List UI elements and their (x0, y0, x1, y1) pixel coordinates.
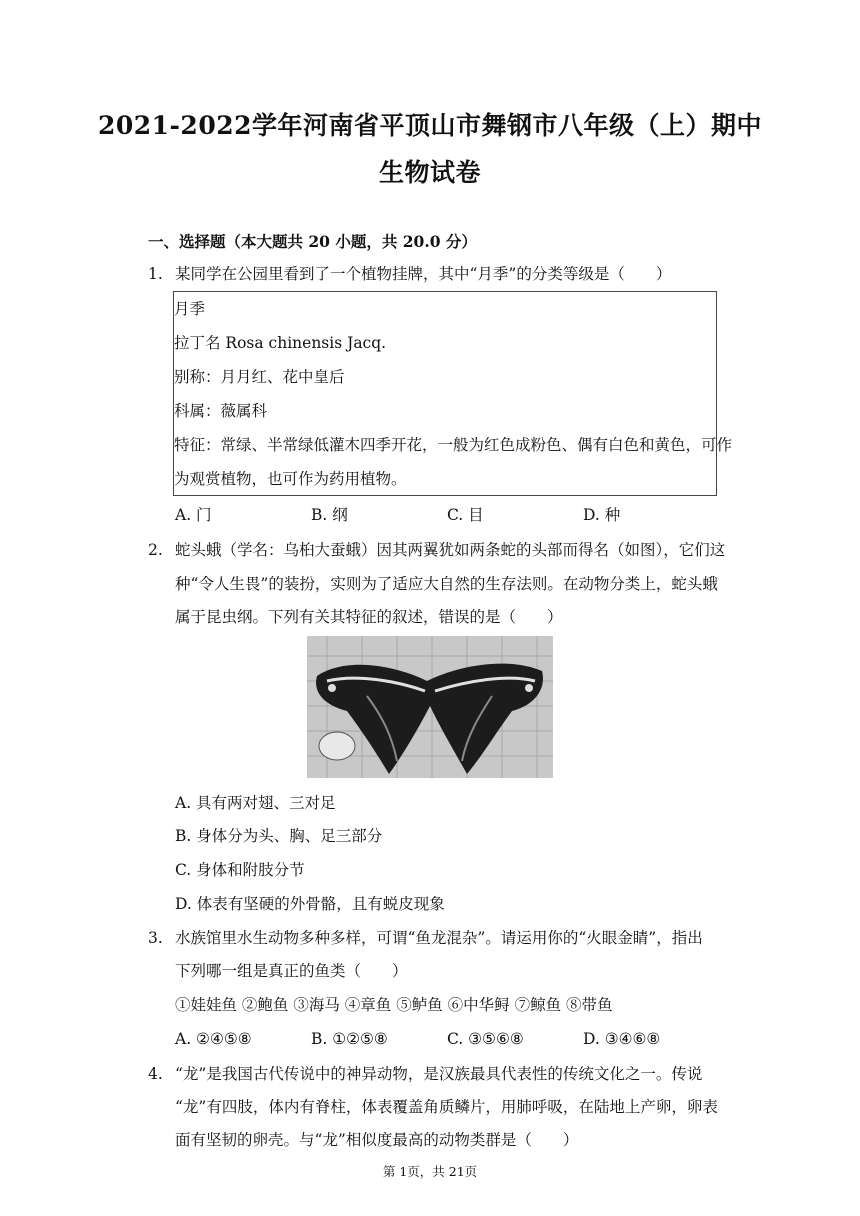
q4-stem-line1: “龙”是我国古代传说中的神异动物，是汉族最具代表性的传统文化之一。传说 (175, 1065, 703, 1083)
q3-stem-line2: 下列哪一组是真正的鱼类（ ） (175, 962, 408, 980)
q1-number: 1. (148, 265, 163, 283)
box-line-family: 科属：薇属科 (174, 402, 268, 420)
q2-stem-line1: 蛇头蛾（学名：乌桕大蚕蛾）因其两翼犹如两条蛇的头部而得名（如图），它们这 (175, 541, 726, 559)
q2-stem-line3: 属于昆虫纲。下列有关其特征的叙述，错误的是（ ） (175, 608, 563, 626)
q4-stem-line3: 面有坚韧的卵壳。与“龙”相似度最高的动物类群是（ ） (175, 1131, 579, 1149)
box-line-feature1: 特征：常绿、半常绿低灌木四季开花，一般为红色成粉色、偶有白色和黄色，可作 (174, 436, 733, 454)
q3-option-a[interactable]: A. ②④⑤⑧ (175, 1030, 252, 1048)
q4-number: 4. (148, 1065, 163, 1083)
box-line-latin: 拉丁名 Rosa chinensis Jacq. (174, 334, 387, 352)
q3-option-d[interactable]: D. ③④⑥⑧ (583, 1030, 661, 1048)
q1-option-b[interactable]: B. 纲 (311, 506, 348, 524)
q3-items: ①娃娃鱼 ②鲍鱼 ③海马 ④章鱼 ⑤鲈鱼 ⑥中华鲟 ⑦鲸鱼 ⑧带鱼 (175, 996, 613, 1014)
plant-label-box (173, 291, 733, 496)
box-line-alias: 别称：月月红、花中皇后 (174, 368, 345, 386)
q2-option-a[interactable]: A. 具有两对翅、三对足 (175, 794, 336, 812)
q1-option-d[interactable]: D. 种 (583, 506, 621, 524)
q4-stem-line2: “龙”有四肢，体内有脊柱，体表覆盖角质鳞片，用肺呼吸，在陆地上产卵，卵表 (175, 1098, 718, 1116)
page-title-line1: 2021-2022学年河南省平顶山市舞钢市八年级（上）期中 (97, 111, 763, 140)
page-title-line2: 生物试卷 (378, 158, 481, 187)
q1-option-a[interactable]: A. 门 (175, 506, 212, 524)
q3-number: 3. (148, 929, 163, 947)
section-heading: 一、选择题（本大题共 20 小题，共 20.0 分） (148, 232, 477, 251)
q2-number: 2. (148, 541, 163, 559)
q3-option-b[interactable]: B. ①②⑤⑧ (311, 1030, 388, 1048)
q2-option-c[interactable]: C. 身体和附肢分节 (175, 861, 305, 879)
box-line-name: 月季 (174, 300, 206, 318)
q3-stem-line1: 水族馆里水生动物多种多样，可谓“鱼龙混杂”。请运用你的“火眼金睛”，指出 (175, 929, 703, 947)
q1-stem: 某同学在公园里看到了一个植物挂牌，其中“月季”的分类等级是（ ） (175, 265, 672, 283)
q2-stem-line2: 种“令人生畏”的装扮，实则为了适应大自然的生存法则。在动物分类上，蛇头蛾 (175, 575, 718, 593)
page-footer: 第 1页，共 21页 (382, 1164, 478, 1179)
q3-option-c[interactable]: C. ③⑤⑥⑧ (447, 1030, 524, 1048)
q1-option-c[interactable]: C. 目 (447, 506, 484, 524)
q2-option-b[interactable]: B. 身体分为头、胸、足三部分 (175, 827, 383, 845)
atlas-moth-photo (307, 636, 553, 778)
q2-option-d[interactable]: D. 体表有坚硬的外骨骼，且有蜕皮现象 (175, 895, 445, 913)
box-line-feature2: 为观赏植物，也可作为药用植物。 (174, 470, 407, 488)
